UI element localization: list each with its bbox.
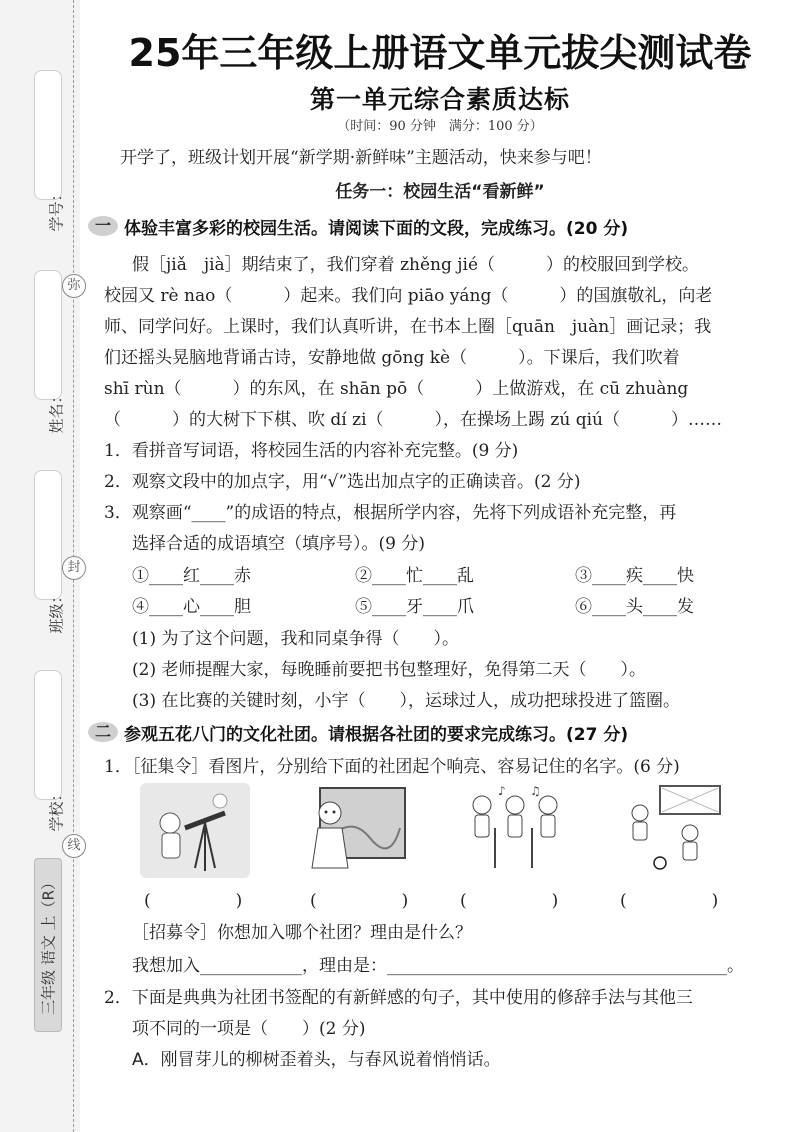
task-heading: 任务一：校园生活“看新鲜” [335,182,545,202]
school-box[interactable] [34,670,62,800]
idiom-item[interactable]: ①____红____赤 [132,566,251,586]
recruit-prompt: ［招募令］你想加入哪个社团？理由是什么？ [132,923,472,943]
question-1-2: 2．观察文段中的加点字，用“√”选出加点字的正确读音。(2 分) [104,472,581,492]
svg-text:♫: ♫ [530,784,541,798]
question-2-2: 2．下面是典典为社团书签配的有新鲜感的句子，其中使用的修辞手法与其他三 [104,988,693,1008]
passage-line: 校园又 rè nao（ ）起来。我们向 piāo yáng（ ）的国旗敬礼，向老 [104,286,713,306]
section-2-heading [88,719,628,745]
school-label: 学校： [47,786,66,832]
section-1-heading [88,213,628,239]
passage-line: （ ）的大树下下棋、吹 dí zi（ ），在操场上踢 zú qiú（ ）…… [104,410,723,430]
class-box[interactable] [34,470,62,600]
exam-meta: （时间：90 分钟 满分：100 分） [337,119,543,134]
idiom-item[interactable]: ⑤____牙____爪 [355,597,474,617]
intro-text: 开学了，班级计划开展“新学期·新鲜味”主题活动，快来参与吧！ [120,148,602,168]
idiom-item[interactable]: ④____心____胆 [132,597,251,617]
question-1-1: 1．看拼音写词语，将校园生活的内容补充完整。(9 分) [104,441,519,461]
fill-sentence[interactable]: (3) 在比赛的关键时刻，小宇（ ），运球过人，成功把球投进了篮圈。 [132,691,680,711]
seal-mark-xian: 线 [62,834,86,858]
svg-text:♪: ♪ [498,784,506,798]
passage-line: 师、同学问好。上课时，我们认真听讲，在书本上圈［quān juàn］画记录；我 [104,317,712,337]
section-2-title: 参观五花八门的文化社团。请根据各社团的要求完成练习。(27 分) [124,724,629,745]
idiom-item[interactable]: ③____疾____快 [575,566,694,586]
telescope-club-picture [140,783,250,878]
club-name-blank[interactable]: ( ) [310,891,409,911]
question-1-3-cont: 选择合适的成语填空（填序号）。(9 分) [132,534,425,554]
student-id-label: 学号： [47,186,66,232]
question-2-1: 1．［征集令］看图片，分别给下面的社团起个响亮、容易记住的名字。(6 分) [104,757,680,777]
music-club-picture [460,783,570,878]
club-name-blank[interactable]: ( ) [144,891,243,911]
name-label: 姓名： [47,388,66,434]
student-id-box[interactable] [34,70,62,200]
passage-line: 假［jiǎ jià］期结束了，我们穿着 zhěng jié（ ）的校服回到学校。 [132,255,700,275]
page-title: 25年三年级上册语文单元拔尖测试卷 [128,31,752,75]
grade-tag [34,858,62,1032]
page-subtitle: 第一单元综合素质达标 [309,85,570,114]
section-1-number: 一 [88,216,118,236]
idiom-item[interactable]: ②____忙____乱 [355,566,474,586]
question-2-2-cont: 项不同的一项是（ ）(2 分) [132,1019,366,1039]
passage-line: 们还摇头晃脑地背诵古诗，安静地做 gōng kè（ ）。下课后，我们吹着 [104,348,680,368]
fill-sentence[interactable]: (2) 老师提醒大家，每晚睡前要把书包整理好，免得第二天（ ）。 [132,660,646,680]
question-1-3: 3．观察画“____”的成语的特点，根据所学内容，先将下列成语补充完整，再 [104,503,677,523]
name-box[interactable] [34,270,62,400]
soccer-club-picture [620,783,730,878]
join-answer-line[interactable]: 我想加入____________，理由是：________________________________________。 [132,956,744,976]
painting-club-picture [300,783,410,878]
class-label: 班级： [47,588,66,634]
club-name-blank[interactable]: ( ) [460,891,559,911]
passage-line: shī rùn（ ）的东风，在 shān pō（ ）上做游戏，在 cū zhuàng [104,379,689,399]
club-name-blank[interactable]: ( ) [620,891,719,911]
section-2-number: 二 [88,722,118,742]
fill-sentence[interactable]: (1) 为了这个问题，我和同桌争得（ ）。 [132,629,459,649]
section-1-title: 体验丰富多彩的校园生活。请阅读下面的文段，完成练习。(20 分) [124,218,629,239]
seal-mark-feng: 封 [62,556,86,580]
seal-mark-mi: 弥 [62,274,86,298]
option-a[interactable]: A．刚冒芽儿的柳树歪着头，与春风说着悄悄话。 [132,1050,501,1070]
idiom-item[interactable]: ⑥____头____发 [575,597,694,617]
grade-tag-text: 三年级 语文 上（R） [39,875,58,1015]
